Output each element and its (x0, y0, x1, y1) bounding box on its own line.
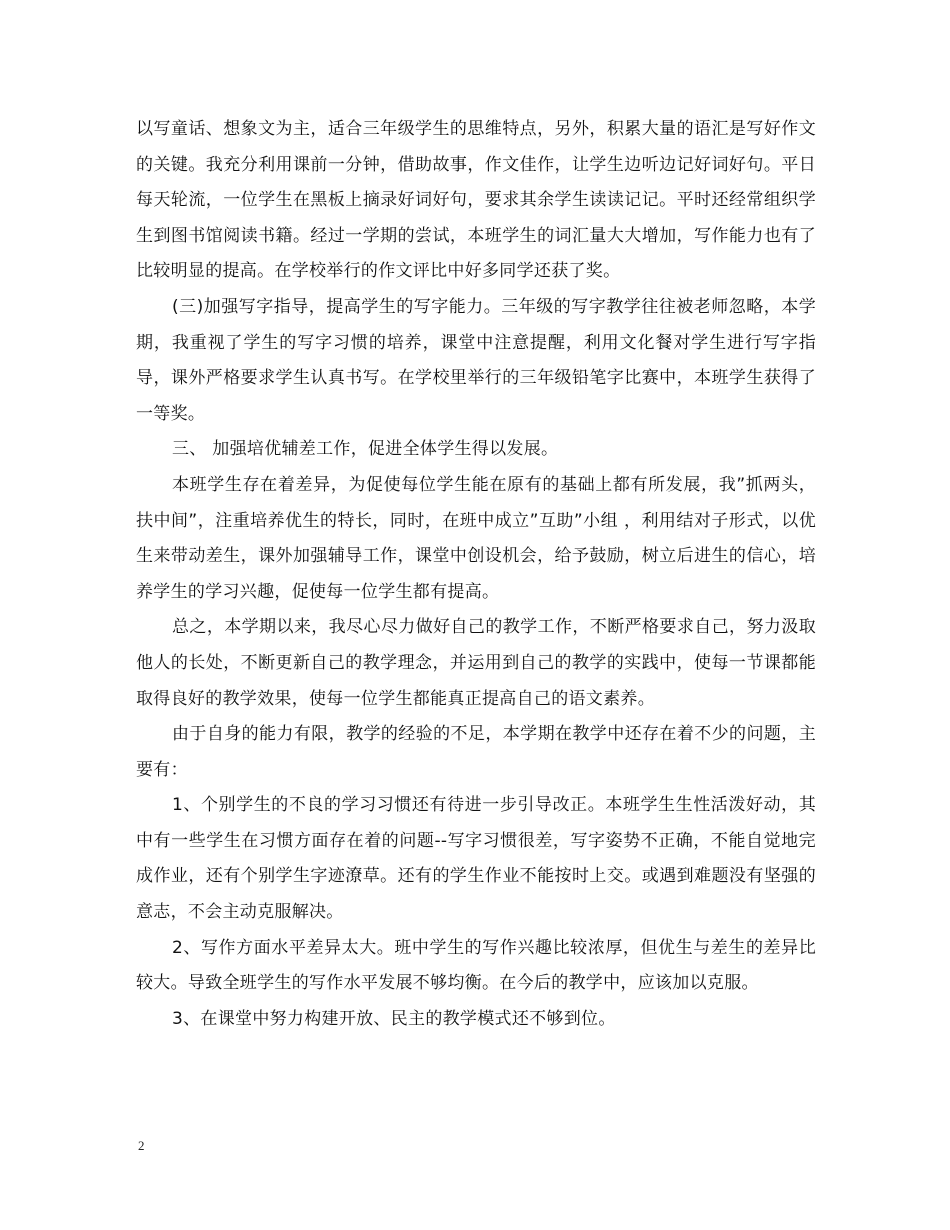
paragraph-3: 三、 加强培优辅差工作，促进全体学生得以发展。 (172, 439, 559, 460)
paragraph-2: (三)加强写字指导，提高学生的写字能力。三年级的写字教学往往被老师忽略，本学期，我重视了学生的写字习惯的培养，课堂中注意提醒，利用文化餐对学生进行写字指导，课外严格要求学生认真书写。在学校里举行的三年级铅笔字比赛中，本班学生获得了一等奖。 (136, 296, 816, 424)
paragraph-1: 以写童话、想象文为主，适合三年级学生的思维特点，另外，积累大量的语汇是写好作文的关键。我充分利用课前一分钟，借助故事，作文佳作，让学生边听边记好词好句。平日每天轮流，一位学生在黑板上摘录好词好句，要求其余学生读读记记。平时还经常组织学生到图书馆阅读书籍。经过一学期的尝试，本班学生的词汇量大大增加，写作能力也有了比较明显的提高。在学校举行的作文评比中好多同学还获了奖。 (136, 119, 816, 282)
paragraph-9: 3、在课堂中努力构建开放、民主的教学模式还不够到位。 (172, 1008, 616, 1029)
document-body (136, 112, 816, 1037)
paragraph-5: 总之，本学期以来，我尽心尽力做好自己的教学工作，不断严格要求自己，努力汲取他人的长处，不断更新自己的教学理念，并运用到自己的教学的实践中，使每一节课都能取得良好的教学效果，使每一位学生都能真正提高自己的语文素养。 (136, 617, 816, 709)
page-number: 2 (138, 1138, 145, 1153)
paragraph-6: 由于自身的能力有限，教学的经验的不足，本学期在教学中还存在着不少的问题，主要有： (136, 724, 816, 780)
paragraph-7: 1、个别学生的不良的学习习惯还有待进一步引导改正。本班学生生性活泼好动，其中有一些学生在习惯方面存在着的问题--写字习惯很差，写字姿势不正确，不能自觉地完成作业，还有个别学生字迹潦草。还有的学生作业不能按时上交。或遇到难题没有坚强的意志，不会主动克服解决。 (136, 795, 816, 923)
paragraph-8: 2、写作方面水平差异太大。班中学生的写作兴趣比较浓厚，但优生与差生的差异比较大。导致全班学生的写作水平发展不够均衡。在今后的教学中，应该加以克服。 (136, 937, 816, 994)
paragraph-4: 本班学生存在着差异，为促使每位学生能在原有的基础上都有所发展，我”抓两头，扶中间”，注重培养优生的特长，同时，在班中成立”互助”小组 ，利用结对子形式，以优生来带动差生，课外加强辅导工作，课堂中创设机会，给予鼓励，树立后进生的信心，培养学生的学习兴趣，促使每一位学生都有提高。 (136, 474, 816, 602)
